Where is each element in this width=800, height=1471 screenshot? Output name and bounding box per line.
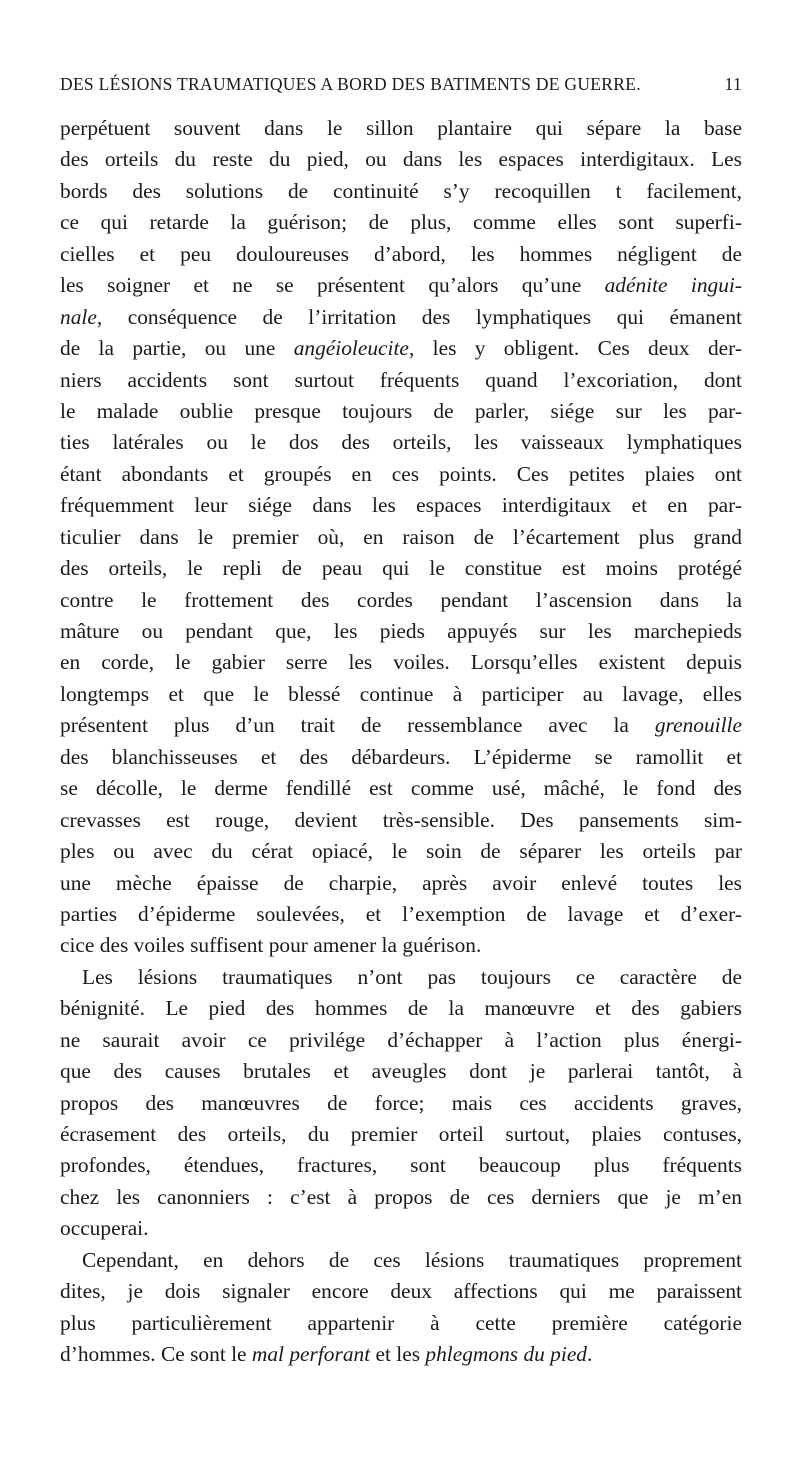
text-run: étant abondants et groupés en ces points. Ces petites plaies ont [60, 461, 742, 486]
text-line [60, 585, 742, 616]
text-run: mâture ou pendant que, les pieds appuyés sur les marchepieds [60, 619, 742, 643]
text-line [60, 113, 742, 144]
text-run: Les lésions traumatiques n’ont pas toujours ce caractère de [82, 964, 742, 989]
text-run: perpétuent souvent dans le sillon plantaire qui sépare la base [60, 116, 742, 140]
italic-term: angéioleucite [293, 336, 409, 361]
text-line [60, 427, 742, 458]
text-run: ties latérales ou le dos des orteils, les vaisseaux lymphatiques [60, 430, 742, 455]
text-run: des orteils du reste du pied, ou dans les espaces interdigitaux. Les [60, 147, 742, 172]
text-run: contre le frottement des cordes pendant l’ascension dans la [60, 587, 742, 612]
text-line [60, 1150, 742, 1181]
text-run: occuperai. [60, 1216, 149, 1241]
text-run: en corde, le gabier serre les voiles. Lorsqu’elles existent depuis [60, 650, 742, 675]
text-run: d’hommes. Ce sont le [60, 1342, 252, 1367]
text-run: des blanchisseuses et des débardeurs. L’épiderme se ramollit et [60, 744, 742, 769]
text-run: . [587, 1342, 593, 1367]
text-line [60, 836, 742, 867]
text-run: de la partie, ou une [60, 336, 294, 361]
text-run: chez les canonniers : c’est à propos de ces derniers que je m’en [60, 1184, 742, 1209]
running-title: DES LÉSIONS TRAUMATIQUES A BORD DES BATIMENTS DE GUERRE. [60, 74, 641, 94]
text-line [60, 207, 742, 238]
text-line [60, 144, 742, 175]
text-line [60, 239, 742, 270]
text-line [60, 773, 742, 804]
text-run: plus particulièrement appartenir à cette première catégorie [60, 1310, 742, 1335]
text-line [60, 1276, 742, 1307]
text-line [60, 553, 742, 584]
text-line [60, 1213, 742, 1244]
text-run: crevasses est rouge, devient très-sensible. Des pansements sim- [60, 807, 742, 832]
text-line [60, 1088, 742, 1119]
text-run: cice des voiles suffisent pour amener la guérison. [60, 933, 482, 958]
page-number: 11 [724, 74, 742, 94]
text-line [60, 962, 742, 993]
text-line [60, 270, 742, 301]
text-line [60, 993, 742, 1024]
text-line [60, 710, 742, 741]
text-line [60, 930, 742, 961]
text-run: bords des solutions de continuité s’y recoquillen t facilement, [60, 178, 742, 203]
text-run: des orteils, le repli de peau qui le constitue est moins protégé [60, 556, 742, 581]
text-run: , conséquence de l’irritation des lymphatiques qui émanent [96, 304, 742, 329]
text-line [60, 176, 742, 207]
text-run: parties d’épiderme soulevées, et l’exemption de lavage et d’exer- [60, 901, 742, 926]
italic-term: phlegmons du pied [425, 1342, 588, 1367]
text-run: cielles et peu douloureuses d’abord, les hommes négligent de [60, 241, 742, 266]
italic-term: nale [60, 304, 97, 329]
text-line [60, 522, 742, 553]
text-run: Cependant, en dehors de ces lésions traumatiques proprement [82, 1247, 742, 1272]
text-run: les soigner et ne se présentent qu’alors qu’une [60, 273, 605, 298]
text-run: ne saurait avoir ce privilége d’échapper à l’action plus énergi- [60, 1027, 742, 1052]
text-line [60, 805, 742, 836]
body-text [60, 113, 742, 1371]
text-line [60, 899, 742, 930]
text-run: bénignité. Le pied des hommes de la manœuvre et des gabiers [60, 996, 742, 1021]
text-run: niers accidents sont surtout fréquents quand l’excoriation, dont [60, 367, 742, 392]
text-line [60, 1308, 742, 1339]
text-line [60, 302, 742, 333]
text-line [60, 490, 742, 521]
text-line [60, 1025, 742, 1056]
text-line [60, 868, 742, 899]
text-line [60, 1245, 742, 1276]
text-line [60, 742, 742, 773]
text-line [60, 333, 742, 364]
text-run: se décolle, le derme fendillé est comme usé, mâché, le fond des [60, 776, 742, 801]
text-run: ce qui retarde la guérison; de plus, comme elles sont superfi- [60, 210, 742, 235]
text-run: présentent plus d’un trait de ressemblance avec la [60, 713, 655, 738]
text-run: longtemps et que le blessé continue à participer au lavage, elles [60, 681, 742, 706]
text-run: une mèche épaisse de charpie, après avoir enlevé toutes les [60, 870, 742, 895]
text-line [60, 459, 742, 490]
text-line [60, 679, 742, 710]
text-line [60, 647, 742, 678]
text-run: fréquemment leur siége dans les espaces interdigitaux et en par- [60, 493, 742, 518]
text-line [60, 616, 742, 647]
text-line [60, 1056, 742, 1087]
text-run: profondes, étendues, fractures, sont beaucoup plus fréquents [60, 1153, 742, 1178]
italic-term: adénite ingui- [604, 273, 742, 298]
text-line [60, 1339, 742, 1370]
text-run: , les y obligent. Ces deux der- [408, 336, 742, 361]
text-line [60, 1119, 742, 1150]
text-run: ples ou avec du cérat opiacé, le soin de séparer les orteils par [60, 839, 742, 864]
text-run: ticulier dans le premier où, en raison de l’écartement plus grand [60, 524, 742, 549]
text-line [60, 365, 742, 396]
italic-term: mal perforant [251, 1342, 371, 1367]
text-run: propos des manœuvres de force; mais ces accidents graves, [60, 1090, 742, 1115]
italic-term: grenouille [654, 713, 742, 738]
text-run: et les [370, 1342, 426, 1367]
text-run: que des causes brutales et aveugles dont je parlerai tantôt, à [60, 1059, 742, 1084]
text-run: écrasement des orteils, du premier orteil surtout, plaies contuses, [60, 1122, 742, 1146]
text-line [60, 1182, 742, 1213]
text-run: dites, je dois signaler encore deux affections qui me paraissent [60, 1279, 742, 1304]
text-line [60, 396, 742, 427]
text-run: le malade oublie presque toujours de parler, siége sur les par- [60, 398, 742, 423]
